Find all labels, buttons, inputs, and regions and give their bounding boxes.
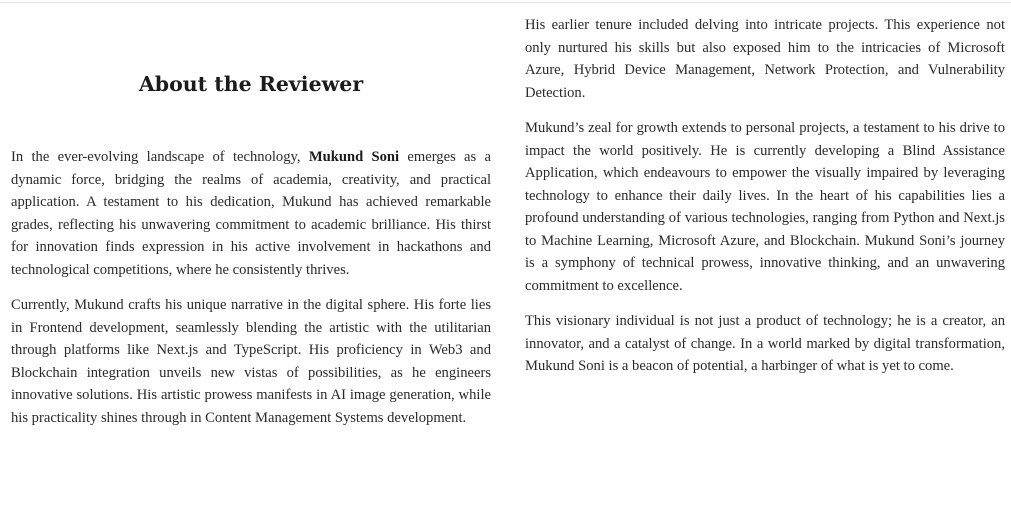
projects-paragraph: Mukund’s zeal for growth extends to personal projects, a testament to his drive to impact the world positively. He is currently developing a Blind Assistance Application, which endeavours to empower the visually impaired by leveraging technology to enhance their daily lives. In the heart of his capabilities lies a profound understanding of various technologies, ranging from Python and Next.js to Machine Learning, Microsoft Azure, and Blockchain. Mukund Soni’s journey is a symphony of technical prowess, innovative thinking, and an unwavering commitment to excellence. <box>525 120 1005 294</box>
current-work-paragraph: Currently, Mukund crafts his unique narrative in the digital sphere. His forte lies in Frontend development, seamlessly blending the artistic with the utilitarian through platforms like Next.js and TypeScript. His proficiency in Web3 and Blockchain integration unveils new vistas of possibilities, as he engineers innovative solutions. His artistic prowess manifests in AI image generation, while his practicality shines through in Content Management Systems development. <box>11 297 491 426</box>
left-column <box>11 60 491 442</box>
reviewer-name: Mukund Soni <box>308 149 400 165</box>
intro-text-before: In the ever-evolving landscape of technology, <box>11 149 309 165</box>
right-column <box>525 14 1005 391</box>
top-divider <box>0 2 1011 3</box>
section-title: About the Reviewer <box>138 72 364 96</box>
intro-text-after: emerges as a dynamic force, bridging the realms of academia, creativity, and practical application. A testament to his dedication, Mukund has achieved remarkable grades, reflecting his unwavering commitment to academic brilliance. His thirst for innovation finds expression in his active involvement in hackathons and technological competitions, where he consistently thrives. <box>11 149 491 278</box>
intro-paragraph <box>11 146 491 281</box>
closing-paragraph: This visionary individual is not just a product of technology; he is a creator, an innovator, and a catalyst of change. In a world marked by digital transformation, Mukund Soni is a beacon of potential, a harbinger of what is yet to come. <box>525 313 1005 374</box>
experience-paragraph: His earlier tenure included delving into intricate projects. This experience not only nurtured his skills but also exposed him to the intricacies of Microsoft Azure, Hybrid Device Management, Network Protection, and Vulnerability Detection. <box>525 17 1005 101</box>
